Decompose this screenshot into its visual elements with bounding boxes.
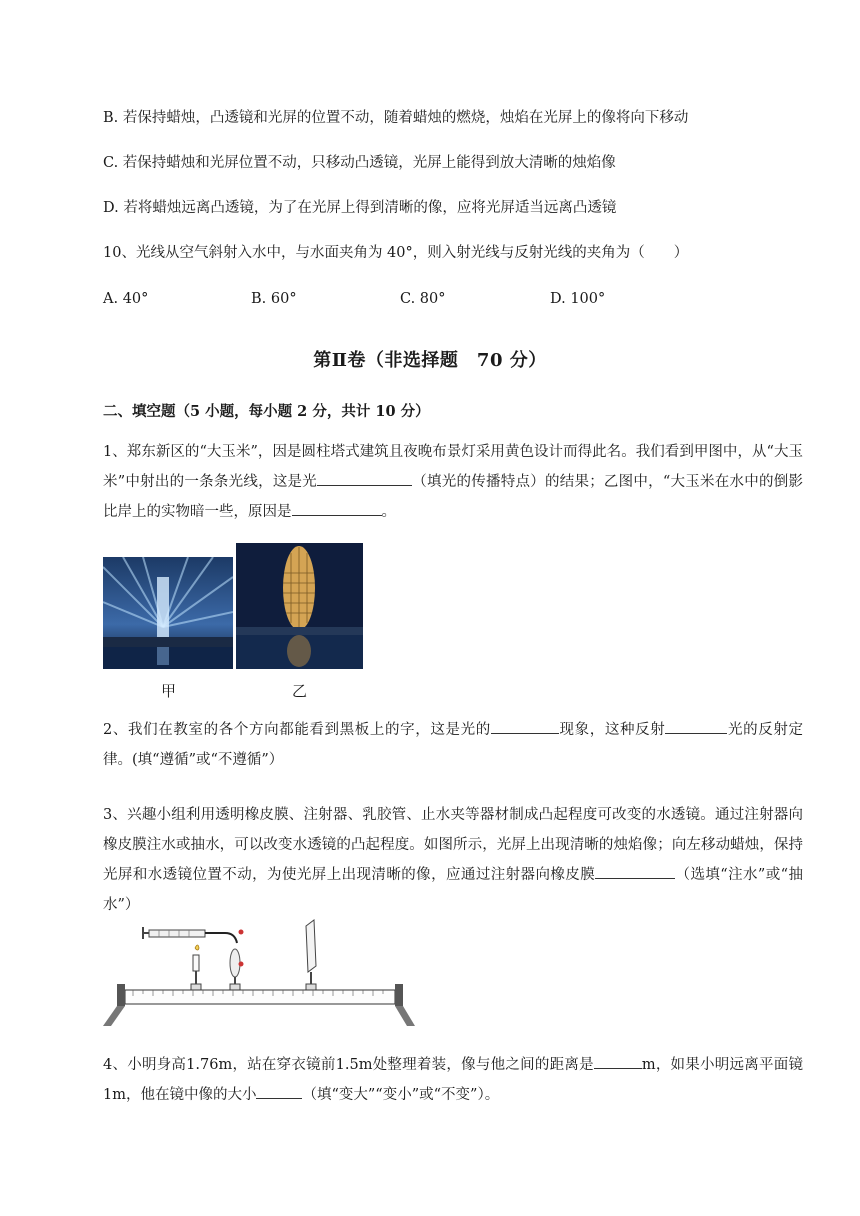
photo-jia <box>103 557 233 669</box>
option-10d: D. 100° <box>550 291 606 307</box>
answer-blank[interactable] <box>594 1055 642 1069</box>
question-3: 3、兴趣小组利用透明橡皮膜、注射器、乳胶管、止水夹等器材制成凸起程度可改变的水透镜。通过注射器向橡皮膜注水或抽水，可以改变水透镜的凸起程度。如图所示，光屏上出现清晰的烛焰像；向左移动蜡烛，保持光屏和水透镜位置不动，为使光屏上出现清晰的像，应通过注射器向橡皮膜 （选填“注水”或“抽水”） <box>103 807 803 913</box>
answer-blank[interactable] <box>595 865 675 879</box>
caption-yi: 乙 <box>292 682 308 700</box>
option-10c: C. 80° <box>400 291 446 307</box>
option-9d: D. 若将蜡烛远离凸透镜，为了在光屏上得到清晰的像，应将光屏适当远离凸透镜 <box>103 200 617 216</box>
question-10-stem: 10、光线从空气斜射入水中，与水面夹角为 40°，则入射光线与反射光线的夹角为（ ） <box>103 245 689 261</box>
question-4: 4、小明身高1.76m，站在穿衣镜前1.5m处整理着装，像与他之间的距离是 m，如果小明远离平面镜1m，他在镜中像的大小 （填“变大”“变小”或“不变”）。 <box>103 1057 803 1103</box>
option-10b: B. 60° <box>251 291 297 307</box>
answer-blank[interactable] <box>256 1085 302 1099</box>
answer-blank[interactable] <box>292 502 382 516</box>
caption-jia: 甲 <box>161 682 177 700</box>
option-9b: B. 若保持蜡烛，凸透镜和光屏的位置不动，随着蜡烛的燃烧，烛焰在光屏上的像将向下移动 <box>103 110 689 126</box>
optical-bench-diagram <box>103 918 415 1028</box>
answer-blank[interactable] <box>665 720 727 734</box>
question-2: 2、我们在教室的各个方向都能看到黑板上的字，这是光的 现象，这种反射 光的反射定律。(填“遵循”或“不遵循”） <box>103 722 804 768</box>
option-10a: A. 40° <box>103 291 149 307</box>
part2-title: 第Ⅱ卷（非选择题 70 分） <box>313 350 547 371</box>
answer-blank[interactable] <box>491 720 559 734</box>
photo-yi <box>236 543 363 669</box>
answer-blank[interactable] <box>317 472 412 486</box>
section2-heading: 二、填空题（5 小题，每小题 2 分，共计 10 分） <box>103 403 430 420</box>
question-1: 1、郑东新区的“大玉米”，因是圆柱塔式建筑且夜晚布景灯采用黄色设计而得此名。我们看到甲图中，从“大玉米”中射出的一条条光线，这是光 （填光的传播特点）的结果；乙图中，“大玉米在水中的倒影比岸上的实物暗一些，原因是 。 <box>103 444 803 520</box>
option-9c: C. 若保持蜡烛和光屏位置不动，只移动凸透镜，光屏上能得到放大清晰的烛焰像 <box>103 155 616 171</box>
